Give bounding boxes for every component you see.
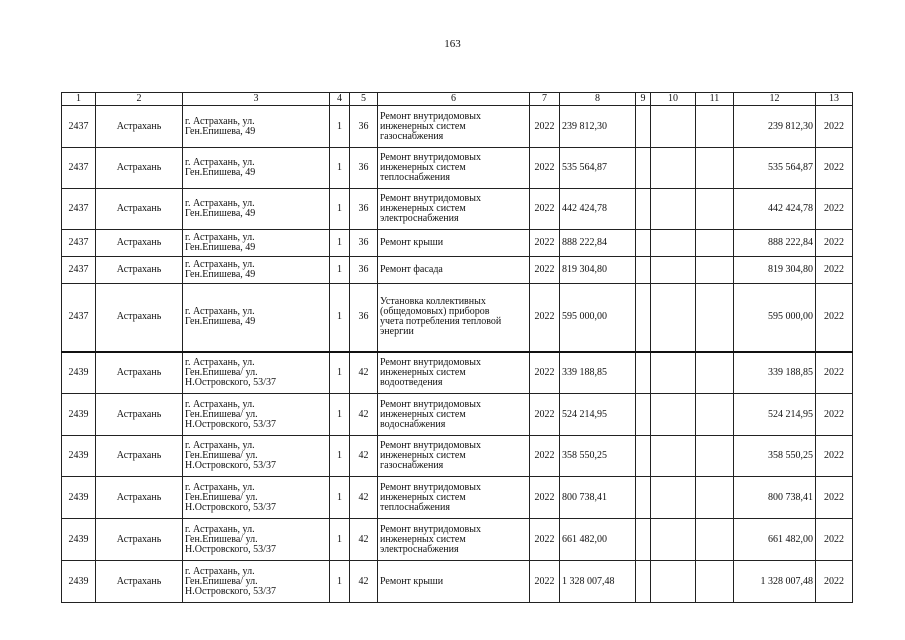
column-4-cell: 1 [330, 352, 350, 394]
table-row [62, 189, 853, 230]
address-cell-line: г. Астрахань, ул. [185, 523, 255, 535]
work-type-cell [378, 148, 530, 189]
work-type-cell-line: электроснабжения [380, 543, 459, 555]
column-10-cell [651, 230, 696, 257]
amount-cell: 1 328 007,48 [560, 561, 636, 603]
house-id-cell: 2437 [62, 257, 96, 284]
work-type-cell-line: инженерных систем [380, 408, 466, 420]
total-cell: 888 222,84 [734, 230, 816, 257]
column-10-cell [651, 477, 696, 519]
year-cell: 2022 [530, 106, 560, 148]
amount-cell: 358 550,25 [560, 436, 636, 477]
house-id-cell: 2437 [62, 230, 96, 257]
column-5-cell: 36 [350, 189, 378, 230]
column-11-cell [696, 106, 734, 148]
work-type-cell-line: учета потребления тепловой [380, 316, 502, 328]
work-type-cell [378, 561, 530, 603]
end-year-cell: 2022 [816, 352, 853, 394]
address-cell-line: Н.Островского, 53/37 [185, 501, 276, 513]
work-type-cell [378, 352, 530, 394]
column-10-cell [651, 284, 696, 352]
city-cell: Астрахань [96, 352, 183, 394]
end-year-cell: 2022 [816, 284, 853, 352]
address-cell-line: г. Астрахань, ул. [185, 232, 255, 243]
column-5-cell: 36 [350, 106, 378, 148]
column-header-7: 7 [530, 93, 560, 106]
house-id-cell: 2439 [62, 394, 96, 436]
house-id-cell: 2437 [62, 189, 96, 230]
work-type-cell-line: Ремонт внутридомовых [380, 356, 482, 368]
column-5-cell: 36 [350, 257, 378, 284]
column-11-cell [696, 148, 734, 189]
column-11-cell [696, 284, 734, 352]
address-cell-line: Ген.Епишева/ ул. [185, 366, 258, 378]
amount-cell: 888 222,84 [560, 230, 636, 257]
column-10-cell [651, 561, 696, 603]
work-type-cell-line: Ремонт фасада [380, 264, 443, 275]
table-body [62, 106, 853, 603]
year-cell: 2022 [530, 436, 560, 477]
address-cell [183, 106, 330, 148]
column-9-cell [636, 106, 651, 148]
work-type-cell-line: Ремонт крыши [380, 575, 444, 587]
end-year-cell: 2022 [816, 436, 853, 477]
table-row [62, 561, 853, 603]
address-cell-line: Н.Островского, 53/37 [185, 418, 276, 430]
work-type-cell-line: инженерных систем [380, 203, 466, 214]
amount-cell: 661 482,00 [560, 519, 636, 561]
year-cell: 2022 [530, 189, 560, 230]
amount-cell: 524 214,95 [560, 394, 636, 436]
amount-cell: 535 564,87 [560, 148, 636, 189]
year-cell: 2022 [530, 561, 560, 603]
work-type-cell-line: Ремонт внутридомовых [380, 440, 482, 451]
column-header-13: 13 [816, 93, 853, 106]
work-type-cell-line: инженерных систем [380, 491, 466, 503]
column-5-cell: 36 [350, 230, 378, 257]
column-10-cell [651, 436, 696, 477]
address-cell [183, 284, 330, 352]
column-5-cell: 42 [350, 519, 378, 561]
address-cell-line: Н.Островского, 53/37 [185, 585, 276, 597]
address-cell [183, 436, 330, 477]
total-cell: 535 564,87 [734, 148, 816, 189]
column-header-11: 11 [696, 93, 734, 106]
total-cell: 524 214,95 [734, 394, 816, 436]
address-cell-line: Ген.Епишева/ ул. [185, 491, 258, 503]
address-cell-line: Ген.Епишева, 49 [185, 167, 256, 178]
column-4-cell: 1 [330, 436, 350, 477]
total-cell: 595 000,00 [734, 284, 816, 352]
address-cell-line: г. Астрахань, ул. [185, 157, 255, 168]
address-cell [183, 352, 330, 394]
address-cell-line: г. Астрахань, ул. [185, 306, 255, 318]
column-9-cell [636, 436, 651, 477]
work-type-cell-line: Ремонт внутридомовых [380, 481, 482, 493]
address-cell-line: Н.Островского, 53/37 [185, 543, 276, 555]
column-9-cell [636, 257, 651, 284]
table-row [62, 106, 853, 148]
work-type-cell-line: Ремонт внутридомовых [380, 110, 482, 122]
total-cell: 442 424,78 [734, 189, 816, 230]
column-9-cell [636, 519, 651, 561]
work-type-cell [378, 230, 530, 257]
column-10-cell [651, 148, 696, 189]
amount-cell: 442 424,78 [560, 189, 636, 230]
address-cell [183, 189, 330, 230]
address-cell-line: Ген.Епишева, 49 [185, 269, 256, 280]
header-row [62, 93, 853, 106]
year-cell: 2022 [530, 352, 560, 394]
total-cell: 661 482,00 [734, 519, 816, 561]
registry-table [61, 92, 853, 603]
column-5-cell: 36 [350, 284, 378, 352]
column-5-cell: 36 [350, 148, 378, 189]
table-row [62, 257, 853, 284]
column-4-cell: 1 [330, 230, 350, 257]
column-5-cell: 42 [350, 561, 378, 603]
work-type-cell-line: (общедомовых) приборов [380, 306, 490, 318]
address-cell-line: Ген.Епишева/ ул. [185, 533, 258, 545]
column-11-cell [696, 352, 734, 394]
column-11-cell [696, 477, 734, 519]
column-4-cell: 1 [330, 561, 350, 603]
column-11-cell [696, 561, 734, 603]
address-cell-line: Ген.Епишева/ ул. [185, 450, 258, 461]
work-type-cell [378, 189, 530, 230]
table-row [62, 148, 853, 189]
address-cell-line: Ген.Епишева, 49 [185, 316, 256, 328]
address-cell-line: Ген.Епишева/ ул. [185, 408, 258, 420]
total-cell: 358 550,25 [734, 436, 816, 477]
work-type-cell [378, 436, 530, 477]
work-type-cell-line: инженерных систем [380, 120, 466, 132]
year-cell: 2022 [530, 257, 560, 284]
address-cell-line: г. Астрахань, ул. [185, 440, 255, 451]
table-row [62, 230, 853, 257]
end-year-cell: 2022 [816, 106, 853, 148]
work-type-cell-line: Ремонт внутридомовых [380, 152, 482, 163]
address-cell-line: г. Астрахань, ул. [185, 481, 255, 493]
work-type-cell-line: водоотведения [380, 376, 443, 388]
end-year-cell: 2022 [816, 257, 853, 284]
address-cell-line: г. Астрахань, ул. [185, 398, 255, 410]
column-5-cell: 42 [350, 394, 378, 436]
address-cell [183, 561, 330, 603]
column-header-10: 10 [651, 93, 696, 106]
address-cell [183, 394, 330, 436]
column-4-cell: 1 [330, 189, 350, 230]
column-10-cell [651, 394, 696, 436]
end-year-cell: 2022 [816, 148, 853, 189]
work-type-cell-line: электроснабжения [380, 213, 459, 224]
work-type-cell-line: Ремонт внутридомовых [380, 193, 482, 204]
column-4-cell: 1 [330, 394, 350, 436]
house-id-cell: 2437 [62, 148, 96, 189]
address-cell-line: Ген.Епишева, 49 [185, 125, 256, 137]
city-cell: Астрахань [96, 561, 183, 603]
column-4-cell: 1 [330, 257, 350, 284]
work-type-cell-line: теплоснабжения [380, 172, 450, 183]
work-type-cell [378, 394, 530, 436]
column-4-cell: 1 [330, 477, 350, 519]
house-id-cell: 2439 [62, 561, 96, 603]
column-9-cell [636, 230, 651, 257]
column-header-12: 12 [734, 93, 816, 106]
amount-cell: 800 738,41 [560, 477, 636, 519]
year-cell: 2022 [530, 148, 560, 189]
page-number: 163 [444, 38, 461, 50]
address-cell-line: Н.Островского, 53/37 [185, 460, 276, 471]
column-9-cell [636, 352, 651, 394]
table-row [62, 436, 853, 477]
column-11-cell [696, 519, 734, 561]
column-9-cell [636, 394, 651, 436]
total-cell: 819 304,80 [734, 257, 816, 284]
city-cell: Астрахань [96, 106, 183, 148]
end-year-cell: 2022 [816, 230, 853, 257]
city-cell: Астрахань [96, 230, 183, 257]
year-cell: 2022 [530, 284, 560, 352]
city-cell: Астрахань [96, 257, 183, 284]
column-10-cell [651, 106, 696, 148]
column-10-cell [651, 189, 696, 230]
address-cell [183, 477, 330, 519]
column-10-cell [651, 352, 696, 394]
address-cell [183, 148, 330, 189]
city-cell: Астрахань [96, 436, 183, 477]
column-9-cell [636, 148, 651, 189]
address-cell [183, 230, 330, 257]
work-type-cell-line: инженерных систем [380, 533, 466, 545]
year-cell: 2022 [530, 394, 560, 436]
column-4-cell: 1 [330, 284, 350, 352]
column-11-cell [696, 394, 734, 436]
column-11-cell [696, 189, 734, 230]
address-cell-line: г. Астрахань, ул. [185, 198, 255, 209]
end-year-cell: 2022 [816, 394, 853, 436]
table-row [62, 284, 853, 352]
total-cell: 239 812,30 [734, 106, 816, 148]
column-9-cell [636, 477, 651, 519]
column-10-cell [651, 257, 696, 284]
address-cell [183, 257, 330, 284]
work-type-cell [378, 257, 530, 284]
work-type-cell [378, 519, 530, 561]
house-id-cell: 2437 [62, 106, 96, 148]
column-header-4: 4 [330, 93, 350, 106]
house-id-cell: 2439 [62, 352, 96, 394]
address-cell-line: Ген.Епишева, 49 [185, 208, 256, 219]
work-type-cell-line: газоснабжения [380, 130, 444, 142]
column-9-cell [636, 284, 651, 352]
amount-cell: 239 812,30 [560, 106, 636, 148]
work-type-cell-line: инженерных систем [380, 366, 466, 378]
amount-cell: 595 000,00 [560, 284, 636, 352]
work-type-cell [378, 284, 530, 352]
work-type-cell [378, 477, 530, 519]
column-header-9: 9 [636, 93, 651, 106]
column-5-cell: 42 [350, 477, 378, 519]
table-row [62, 352, 853, 394]
column-4-cell: 1 [330, 519, 350, 561]
city-cell: Астрахань [96, 477, 183, 519]
city-cell: Астрахань [96, 189, 183, 230]
column-5-cell: 42 [350, 352, 378, 394]
end-year-cell: 2022 [816, 519, 853, 561]
amount-cell: 819 304,80 [560, 257, 636, 284]
total-cell: 1 328 007,48 [734, 561, 816, 603]
column-header-5: 5 [350, 93, 378, 106]
house-id-cell: 2439 [62, 519, 96, 561]
end-year-cell: 2022 [816, 477, 853, 519]
amount-cell: 339 188,85 [560, 352, 636, 394]
work-type-cell-line: инженерных систем [380, 162, 466, 173]
column-11-cell [696, 230, 734, 257]
table-row [62, 394, 853, 436]
city-cell: Астрахань [96, 148, 183, 189]
column-4-cell: 1 [330, 106, 350, 148]
address-cell-line: Ген.Епишева, 49 [185, 242, 256, 253]
column-header-6: 6 [378, 93, 530, 106]
column-11-cell [696, 257, 734, 284]
house-id-cell: 2439 [62, 477, 96, 519]
column-header-8: 8 [560, 93, 636, 106]
year-cell: 2022 [530, 230, 560, 257]
table-row [62, 477, 853, 519]
address-cell [183, 519, 330, 561]
address-cell-line: г. Астрахань, ул. [185, 356, 255, 368]
end-year-cell: 2022 [816, 189, 853, 230]
year-cell: 2022 [530, 477, 560, 519]
house-id-cell: 2437 [62, 284, 96, 352]
table-row [62, 519, 853, 561]
work-type-cell [378, 106, 530, 148]
work-type-cell-line: Ремонт внутридомовых [380, 398, 482, 410]
column-4-cell: 1 [330, 148, 350, 189]
column-header-1: 1 [62, 93, 96, 106]
work-type-cell-line: Установка коллективных [380, 296, 486, 308]
year-cell: 2022 [530, 519, 560, 561]
column-header-2: 2 [96, 93, 183, 106]
work-type-cell-line: Ремонт крыши [380, 237, 444, 248]
address-cell-line: Н.Островского, 53/37 [185, 376, 276, 388]
column-10-cell [651, 519, 696, 561]
address-cell-line: Ген.Епишева/ ул. [185, 575, 258, 587]
address-cell-line: г. Астрахань, ул. [185, 259, 255, 270]
house-id-cell: 2439 [62, 436, 96, 477]
work-type-cell-line: энергии [380, 326, 414, 338]
work-type-cell-line: газоснабжения [380, 460, 444, 471]
column-9-cell [636, 561, 651, 603]
column-header-3: 3 [183, 93, 330, 106]
column-9-cell [636, 189, 651, 230]
address-cell-line: г. Астрахань, ул. [185, 565, 255, 577]
work-type-cell-line: теплоснабжения [380, 501, 450, 513]
city-cell: Астрахань [96, 519, 183, 561]
total-cell: 339 188,85 [734, 352, 816, 394]
end-year-cell: 2022 [816, 561, 853, 603]
city-cell: Астрахань [96, 394, 183, 436]
column-5-cell: 42 [350, 436, 378, 477]
column-11-cell [696, 436, 734, 477]
work-type-cell-line: водоснабжения [380, 418, 446, 430]
total-cell: 800 738,41 [734, 477, 816, 519]
address-cell-line: г. Астрахань, ул. [185, 115, 255, 127]
work-type-cell-line: инженерных систем [380, 450, 466, 461]
work-type-cell-line: Ремонт внутридомовых [380, 523, 482, 535]
city-cell: Астрахань [96, 284, 183, 352]
